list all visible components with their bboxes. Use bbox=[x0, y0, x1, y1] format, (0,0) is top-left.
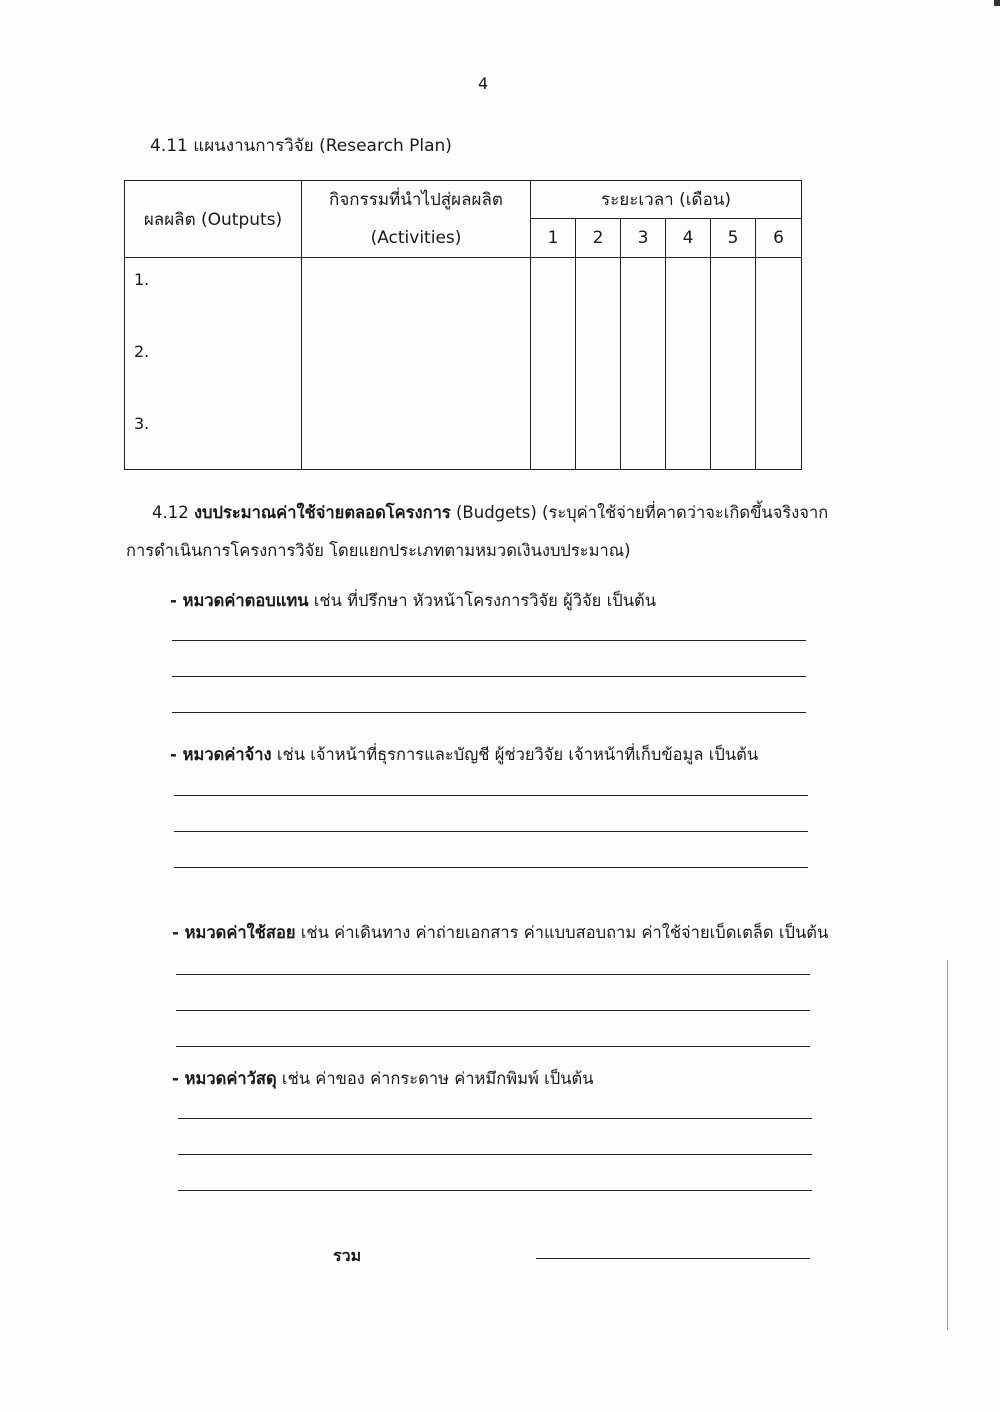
research-plan-table bbox=[124, 180, 802, 470]
month-header: 2 bbox=[576, 218, 621, 257]
output-item: 1. bbox=[134, 270, 150, 289]
category-label: - หมวดค่าใช้สอย bbox=[172, 923, 296, 942]
table-header-row bbox=[125, 181, 802, 219]
category-description: เช่น ที่ปรึกษา หัวหน้าโครงการวิจัย ผู้วิจัย เป็นต้น bbox=[308, 591, 656, 610]
budget-category-compensation bbox=[170, 588, 656, 614]
header-activities bbox=[302, 181, 531, 258]
month-cell[interactable] bbox=[576, 258, 621, 470]
category-label: - หมวดค่าตอบแทน bbox=[170, 591, 309, 610]
fill-line[interactable] bbox=[172, 640, 806, 641]
category-description: เช่น ค่าของ ค่ากระดาษ ค่าหมึกพิมพ์ เป็นต้น bbox=[276, 1069, 594, 1088]
budget-category-wages bbox=[170, 742, 758, 768]
scan-corner-mark bbox=[994, 0, 1000, 6]
budget-heading bbox=[126, 494, 846, 570]
fill-line[interactable] bbox=[172, 712, 806, 713]
budget-category-materials bbox=[172, 1066, 594, 1092]
month-header: 1 bbox=[531, 218, 576, 257]
fill-line[interactable] bbox=[174, 831, 808, 832]
month-cell[interactable] bbox=[666, 258, 711, 470]
month-cell[interactable] bbox=[756, 258, 802, 470]
header-activities-line2: (Activities) bbox=[370, 228, 462, 248]
total-fill-line[interactable] bbox=[536, 1258, 810, 1259]
scan-edge-line bbox=[947, 960, 948, 1330]
month-header: 5 bbox=[711, 218, 756, 257]
budget-heading-line2: การดำเนินการโครงการวิจัย โดยแยกประเภทตามหมวดเงินงบประมาณ) bbox=[126, 541, 631, 560]
category-label: - หมวดค่าจ้าง bbox=[170, 745, 272, 764]
output-item: 2. bbox=[134, 342, 150, 361]
month-cell[interactable] bbox=[711, 258, 756, 470]
fill-line[interactable] bbox=[176, 1046, 810, 1047]
fill-line[interactable] bbox=[174, 867, 808, 868]
category-description: เช่น เจ้าหน้าที่ธุรการและบัญชี ผู้ช่วยวิจัย เจ้าหน้าที่เก็บข้อมูล เป็นต้น bbox=[271, 745, 759, 764]
output-item: 3. bbox=[134, 414, 150, 433]
category-label: - หมวดค่าวัสดุ bbox=[172, 1069, 277, 1088]
budget-heading-rest: (Budgets) (ระบุค่าใช้จ่ายที่คาดว่าจะเกิดขึ้นจริงจาก bbox=[455, 503, 829, 522]
month-header: 6 bbox=[756, 218, 802, 257]
research-plan-title: 4.11 แผนงานการวิจัย (Research Plan) bbox=[150, 136, 452, 156]
budget-category-operating bbox=[172, 920, 828, 946]
fill-line[interactable] bbox=[172, 676, 806, 677]
header-outputs: ผลผลิต (Outputs) bbox=[125, 181, 302, 258]
fill-line[interactable] bbox=[176, 1010, 810, 1011]
category-description: เช่น ค่าเดินทาง ค่าถ่ายเอกสาร ค่าแบบสอบถาม ค่าใช้จ่ายเบ็ดเตล็ด เป็นต้น bbox=[295, 923, 829, 942]
month-header: 3 bbox=[621, 218, 666, 257]
month-cell[interactable] bbox=[531, 258, 576, 470]
header-duration: ระยะเวลา (เดือน) bbox=[531, 181, 802, 219]
month-cell[interactable] bbox=[621, 258, 666, 470]
table-body-row bbox=[125, 258, 802, 470]
budget-heading-bold: งบประมาณค่าใช้จ่ายตลอดโครงการ bbox=[194, 503, 451, 522]
fill-line[interactable] bbox=[178, 1190, 812, 1191]
fill-line[interactable] bbox=[176, 974, 810, 975]
outputs-cell[interactable] bbox=[125, 258, 302, 470]
fill-line[interactable] bbox=[178, 1118, 812, 1119]
fill-line[interactable] bbox=[178, 1154, 812, 1155]
fill-line[interactable] bbox=[174, 795, 808, 796]
total-label: รวม bbox=[333, 1246, 362, 1265]
budget-heading-number: 4.12 bbox=[152, 503, 189, 522]
activities-cell[interactable] bbox=[302, 258, 531, 470]
month-header: 4 bbox=[666, 218, 711, 257]
page-number: 4 bbox=[478, 74, 489, 93]
header-activities-line1: กิจกรรมที่นำไปสู่ผลผลิต bbox=[329, 190, 503, 210]
